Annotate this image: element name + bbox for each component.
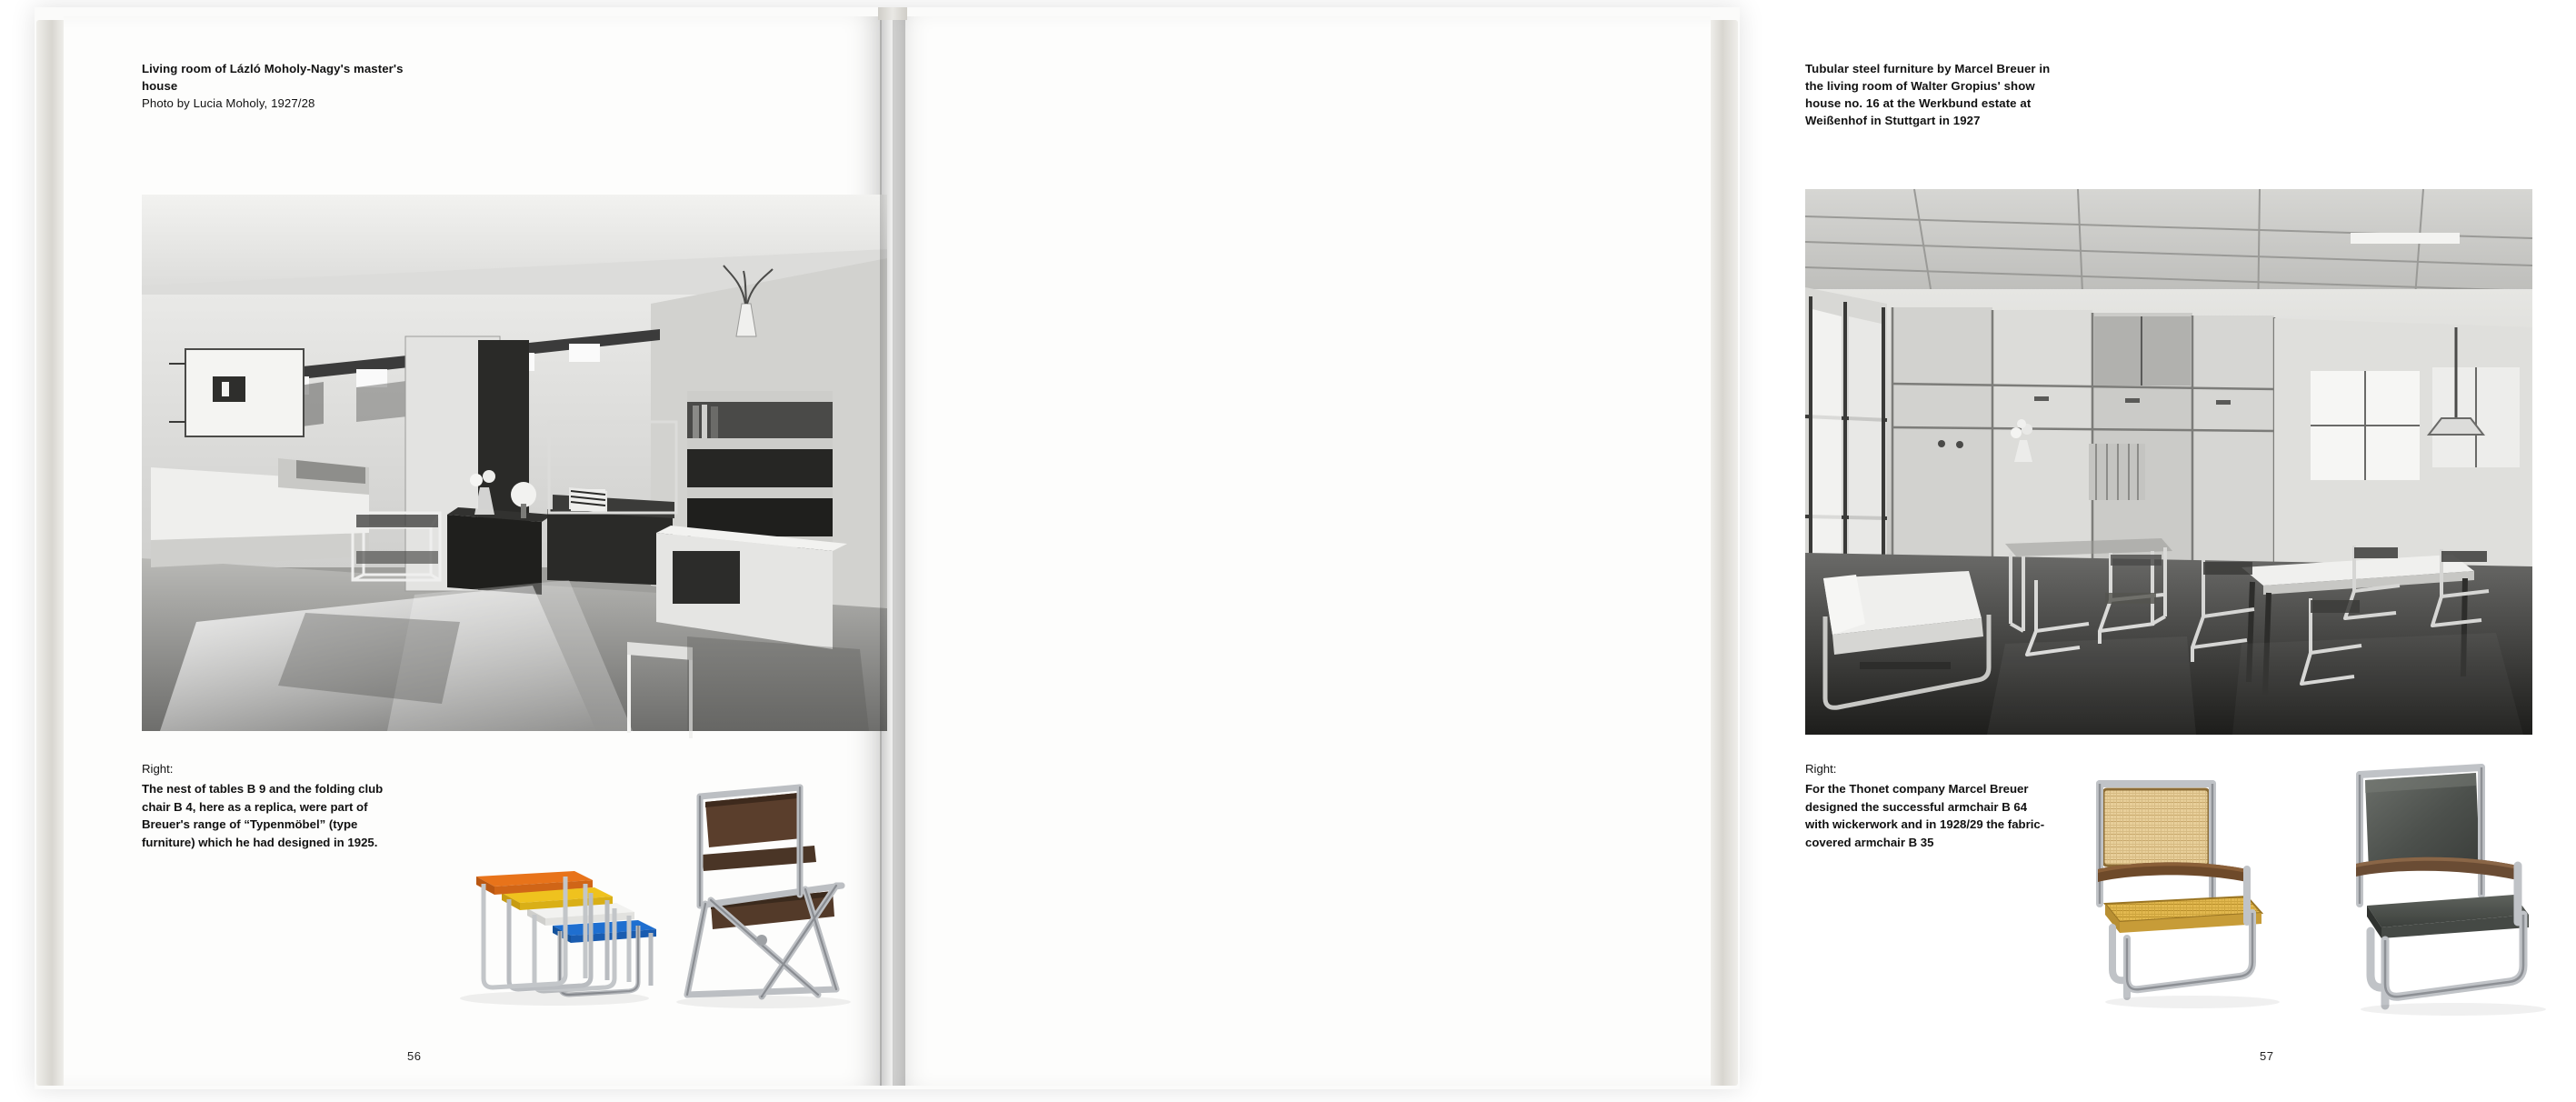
photo-right-graphic (1805, 189, 2532, 735)
folio-left: 56 (407, 1049, 422, 1063)
caption-bottom-right-body: For the Thonet company Marcel Breuer designed the successful armchair B 64 with wickerwork and in 1928/29 the fabric-covered armchair B 35 (1805, 781, 2045, 850)
caption-bottom-right-label: Right: (1805, 762, 1837, 776)
caption-top-right-title: Tubular steel furniture by Marcel Breuer in the living room of Walter Gropius' show house no. 16 at the Werkbund estate at Weißenhof in Stuttgart in 1927 (1805, 62, 2051, 128)
page-edge-left (36, 20, 67, 1086)
nest-of-tables-graphic (400, 787, 673, 1015)
caption-top-left-credit: Photo by Lucia Moholy, 1927/28 (142, 96, 315, 111)
caption-bottom-left (142, 760, 389, 852)
open-book (35, 7, 2274, 1089)
caption-top-right (1805, 60, 2060, 130)
caption-top-left-title: Living room of Lázló Moholy-Nagy's master's house (142, 62, 404, 94)
photo-gropius-show-house (1805, 189, 2532, 735)
armchair-b64-graphic (2056, 767, 2320, 1031)
folding-club-chair-graphic (654, 767, 909, 1022)
caption-bottom-left-label: Right: (142, 762, 174, 776)
product-folding-club-chair-b4 (654, 767, 909, 1022)
photo-moholy-nagy-living-room (142, 195, 887, 731)
caption-bottom-right (1805, 760, 2052, 852)
book-gutter (880, 16, 905, 1086)
page-left (64, 16, 882, 1086)
page-right (893, 16, 2274, 1086)
caption-bottom-left-body: The nest of tables B 9 and the folding club chair B 4, here as a replica, were part of Breuer's range of “Typenmöbel” (type furniture) which he had designed in 1925. (142, 781, 384, 850)
armchair-b35-graphic (2312, 758, 2576, 1031)
product-armchair-b35 (2312, 758, 2576, 1031)
folio-right: 57 (2260, 1049, 2274, 1063)
photo-left-graphic (142, 195, 887, 731)
caption-top-left (142, 60, 414, 112)
page-edge-right (1707, 20, 1738, 1086)
product-nest-of-tables-b9 (400, 787, 673, 1015)
product-armchair-b64 (2056, 767, 2320, 1031)
book-spine-top (878, 7, 907, 20)
